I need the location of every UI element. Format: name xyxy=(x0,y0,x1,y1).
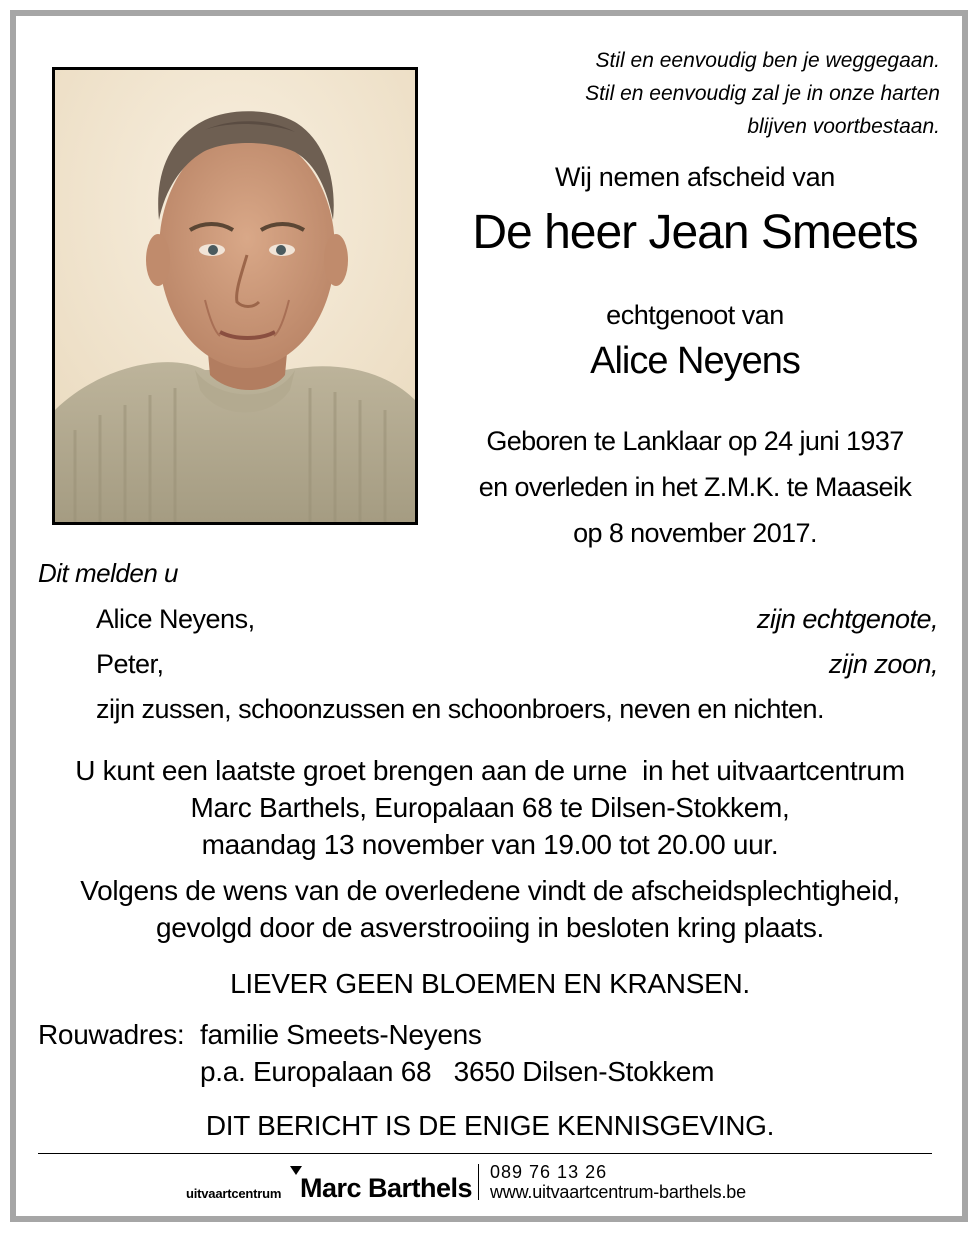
footer-website[interactable]: www.uitvaartcentrum-barthels.be xyxy=(490,1182,746,1202)
life-dates xyxy=(430,418,960,556)
visitation-line: maandag 13 november van 19.00 tot 20.00 uur. xyxy=(201,829,779,860)
poem-line: Stil en eenvoudig zal je in onze harten xyxy=(585,82,940,105)
announcement-intro: Dit melden u xyxy=(38,558,178,588)
poem-line: Stil en eenvoudig ben je weggegaan. xyxy=(595,49,940,72)
visitation-line: Marc Barthels, Europalaan 68 te Dilsen-Stokkem, xyxy=(190,792,790,823)
poem-line: blijven voortbestaan. xyxy=(747,115,940,138)
footer-separator xyxy=(478,1164,479,1200)
ceremony-info xyxy=(0,872,980,946)
intro-text: Wij nemen afscheid van xyxy=(554,162,836,192)
mourner-row xyxy=(96,604,938,635)
address-family: familie Smeets-Neyens xyxy=(200,1019,482,1050)
footer xyxy=(0,1160,980,1204)
poem xyxy=(585,44,940,143)
mourner-name: Alice Neyens, xyxy=(96,604,255,634)
visitation-info xyxy=(0,752,980,863)
ceremony-line: Volgens de wens van de overledene vindt de afscheidsplechtigheid, xyxy=(80,875,900,906)
mourner-relation: zijn echtgenote, xyxy=(756,604,938,634)
footer-prefix: uitvaartcentrum xyxy=(186,1186,282,1201)
footer-brand: Marc Barthels xyxy=(300,1173,473,1203)
portrait-photo xyxy=(52,67,418,525)
deceased-name: De heer Jean Smeets xyxy=(472,206,918,259)
birth-line: Geboren te Lanklaar op 24 juni 1937 xyxy=(486,426,904,456)
final-notice: DIT BERICHT IS DE ENIGE KENNISGEVING. xyxy=(205,1110,775,1141)
address-label: Rouwadres: xyxy=(38,1019,185,1050)
visitation-line: U kunt een laatste groet brengen aan de urne in het uitvaartcentrum xyxy=(75,755,905,786)
mourner-row xyxy=(96,649,938,680)
footer-phone: 089 76 13 26 xyxy=(490,1162,608,1182)
mourner-name: Peter, xyxy=(96,649,164,679)
death-date-line: op 8 november 2017. xyxy=(573,518,817,548)
spouse-name: Alice Neyens xyxy=(590,340,800,382)
address-street: p.a. Europalaan 68 3650 Dilsen-Stokkem xyxy=(200,1056,715,1087)
mourner-relation: zijn zoon, xyxy=(828,649,938,679)
footer-divider xyxy=(38,1153,932,1154)
ceremony-line: gevolgd door de asverstrooiing in besloten kring plaats. xyxy=(155,912,825,943)
death-line: en overleden in het Z.M.K. te Maaseik xyxy=(478,472,912,502)
no-flowers-notice: LIEVER GEEN BLOEMEN EN KRANSEN. xyxy=(230,968,750,999)
spouse-label: echtgenoot van xyxy=(606,300,784,330)
extended-family: zijn zussen, schoonzussen en schoonbroers, neven en nichten. xyxy=(96,694,824,724)
